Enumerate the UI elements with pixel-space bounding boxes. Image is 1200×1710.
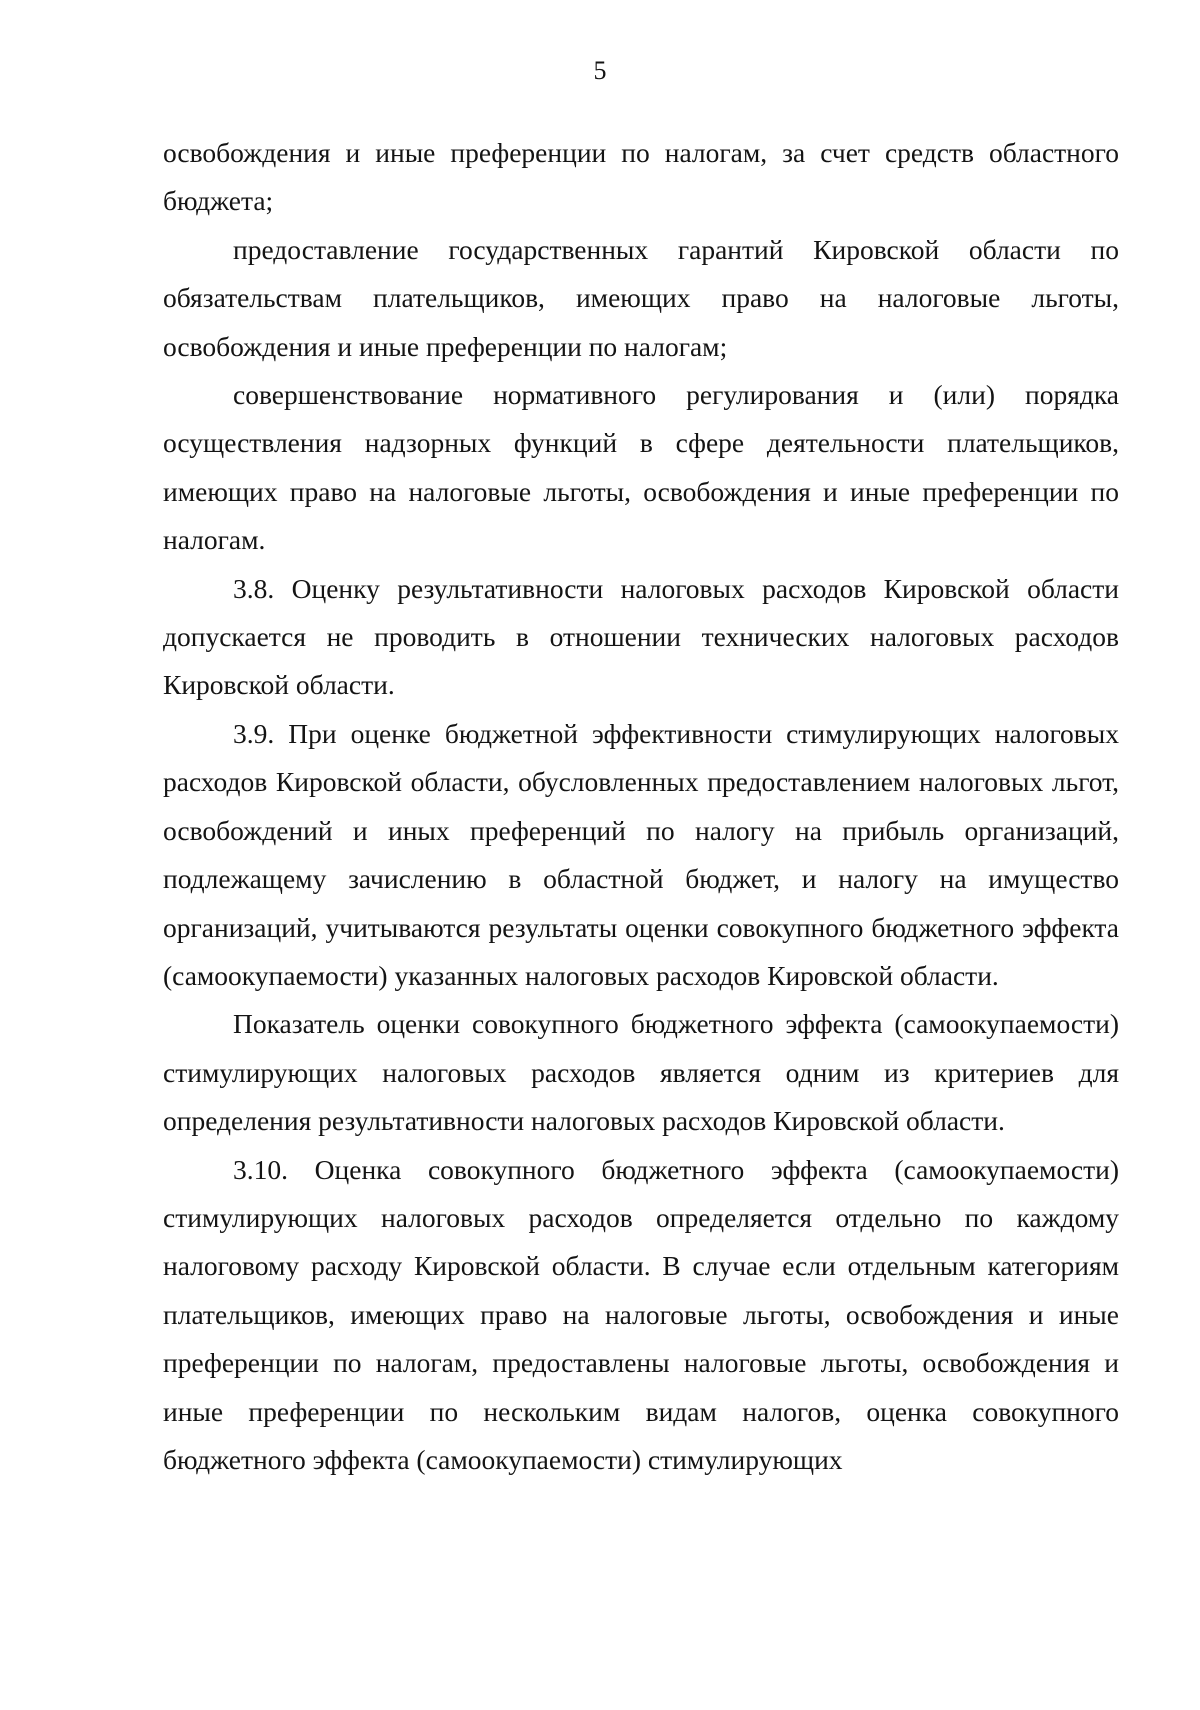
page-number: 5 [593, 56, 607, 85]
paragraph-indicator: Показатель оценки совокупного бюджетного эффекта (самоокупаемости) стимулирующих налоговых расходов является одним из критериев для определения результативности налоговых расходов Кировской области. [163, 1008, 1119, 1137]
paragraph-3-9: 3.9. При оценке бюджетной эффективности стимулирующих налоговых расходов Кировской области, обусловленных предоставлением налоговых льгот, освобождений и иных преференций по налогу на прибыль организаций, подлежащему зачислению в областной бюджет, и налогу на имущество организаций, учитываются результаты оценки совокупного бюджетного эффекта (самоокупаемости) указанных налоговых расходов Кировской области. [163, 717, 1119, 991]
paragraph-3-8: 3.8. Оценку результативности налоговых расходов Кировской области допускается не проводить в отношении технических налоговых расходов Кировской области. [163, 572, 1119, 701]
paragraph-continuation: освобождения и иные преференции по налогам, за счет средств областного бюджета; [163, 137, 1119, 217]
paragraph-3-10: 3.10. Оценка совокупного бюджетного эффекта (самоокупаемости) стимулирующих налоговых расходов определяется отдельно по каждому налоговому расходу Кировской области. В случае если отдельным категориям плательщиков, имеющих право на налоговые льготы, освобождения и иные преференции по налогам, предоставлены налоговые льготы, освобождения и иные преференции по нескольким видам налогов, оценка совокупного бюджетного эффекта (самоокупаемости) стимулирующих [163, 1153, 1119, 1475]
document-body [163, 129, 1119, 1484]
paragraph-regulation-improvement: совершенствование нормативного регулирования и (или) порядка осуществления надзорных функций в сфере деятельности плательщиков, имеющих право на налоговые льготы, освобождения и иные преференции по налогам. [163, 379, 1119, 556]
paragraph-state-guarantees: предоставление государственных гарантий Кировской области по обязательствам плательщиков, имеющих право на налоговые льготы, освобождения и иные преференции по налогам; [163, 233, 1119, 362]
